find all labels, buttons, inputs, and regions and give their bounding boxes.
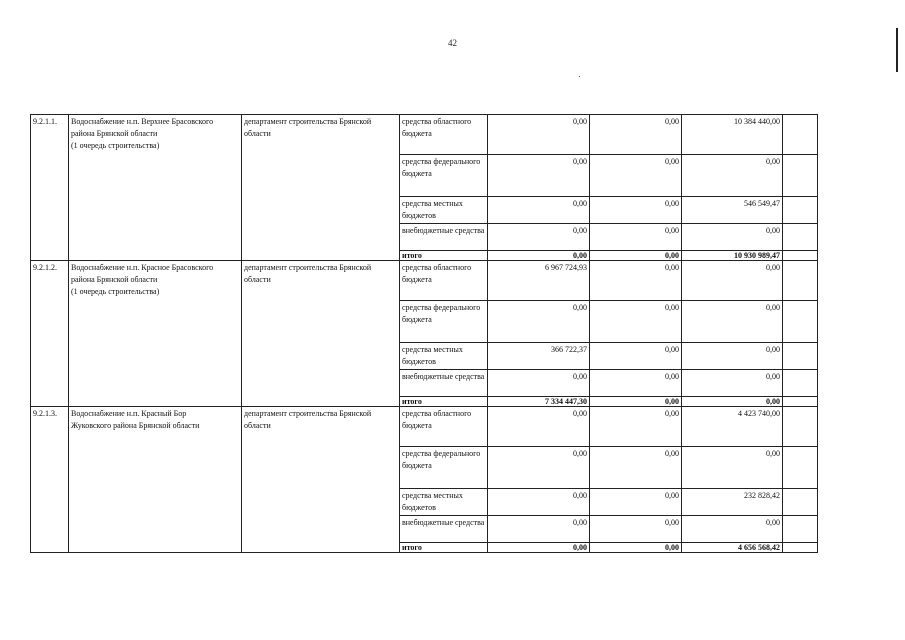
amount-year-3: 0,00 — [682, 301, 783, 343]
funding-source: средства областного бюджета — [400, 261, 488, 301]
amount-year-2: 0,00 — [590, 301, 682, 343]
funding-row — [31, 261, 818, 301]
funding-source: средства федерального бюджета — [400, 447, 488, 489]
amount-year-3: 0,00 — [682, 155, 783, 197]
funding-source: средства местных бюджетов — [400, 343, 488, 370]
amount-year-1: 0,00 — [488, 516, 590, 543]
amount-year-1: 0,00 — [488, 197, 590, 224]
amount-year-1: 0,00 — [488, 370, 590, 397]
empty-cell — [783, 261, 818, 301]
empty-cell — [783, 516, 818, 543]
empty-cell — [783, 115, 818, 155]
amount-year-3: 0,00 — [682, 516, 783, 543]
funding-source: средства областного бюджета — [400, 407, 488, 447]
amount-year-2: 0,00 — [590, 251, 682, 261]
empty-cell — [783, 343, 818, 370]
empty-cell — [783, 370, 818, 397]
amount-year-2: 0,00 — [590, 370, 682, 397]
project-name: Водоснабжение н.п. Красное Брасовского района Брянской области (1 очередь строительства) — [69, 261, 242, 407]
amount-year-3: 546 549,47 — [682, 197, 783, 224]
project-name: Водоснабжение н.п. Красный Бор Жуковского района Брянской области — [69, 407, 242, 553]
amount-year-2: 0,00 — [590, 407, 682, 447]
amount-year-3: 0,00 — [682, 343, 783, 370]
amount-year-2: 0,00 — [590, 447, 682, 489]
empty-cell — [783, 447, 818, 489]
amount-year-2: 0,00 — [590, 115, 682, 155]
amount-year-2: 0,00 — [590, 197, 682, 224]
empty-cell — [783, 397, 818, 407]
amount-year-1: 0,00 — [488, 447, 590, 489]
amount-year-2: 0,00 — [590, 543, 682, 553]
funding-source: внебюджетные средства — [400, 370, 488, 397]
amount-year-1: 0,00 — [488, 543, 590, 553]
funding-source: внебюджетные средства — [400, 224, 488, 251]
responsible-department: департамент строительства Брянской области — [242, 261, 400, 407]
budget-table — [30, 114, 818, 553]
scan-speck — [579, 76, 580, 77]
amount-year-2: 0,00 — [590, 489, 682, 516]
funding-source: средства федерального бюджета — [400, 301, 488, 343]
funding-source: средства местных бюджетов — [400, 197, 488, 224]
amount-year-3: 0,00 — [682, 397, 783, 407]
project-code: 9.2.1.1. — [31, 115, 69, 261]
amount-year-3: 232 828,42 — [682, 489, 783, 516]
amount-year-1: 0,00 — [488, 489, 590, 516]
funding-source: средства местных бюджетов — [400, 489, 488, 516]
empty-cell — [783, 407, 818, 447]
amount-year-1: 0,00 — [488, 301, 590, 343]
amount-year-2: 0,00 — [590, 516, 682, 543]
amount-year-1: 0,00 — [488, 224, 590, 251]
amount-year-3: 0,00 — [682, 370, 783, 397]
amount-year-2: 0,00 — [590, 343, 682, 370]
page-number: 42 — [448, 38, 457, 48]
empty-cell — [783, 543, 818, 553]
funding-source: итого — [400, 251, 488, 261]
amount-year-3: 0,00 — [682, 447, 783, 489]
responsible-department: департамент строительства Брянской области — [242, 115, 400, 261]
funding-source: итого — [400, 543, 488, 553]
amount-year-2: 0,00 — [590, 155, 682, 197]
project-name: Водоснабжение н.п. Верхнее Брасовского района Брянской области (1 очередь строительства) — [69, 115, 242, 261]
amount-year-2: 0,00 — [590, 261, 682, 301]
empty-cell — [783, 251, 818, 261]
amount-year-1: 0,00 — [488, 251, 590, 261]
amount-year-3: 0,00 — [682, 224, 783, 251]
amount-year-1: 6 967 724,93 — [488, 261, 590, 301]
empty-cell — [783, 155, 818, 197]
amount-year-1: 366 722,37 — [488, 343, 590, 370]
empty-cell — [783, 489, 818, 516]
funding-source: средства областного бюджета — [400, 115, 488, 155]
amount-year-2: 0,00 — [590, 224, 682, 251]
amount-year-1: 7 334 447,30 — [488, 397, 590, 407]
amount-year-3: 10 930 989,47 — [682, 251, 783, 261]
scan-edge-mark — [896, 28, 898, 72]
funding-row — [31, 407, 818, 447]
empty-cell — [783, 197, 818, 224]
responsible-department: департамент строительства Брянской области — [242, 407, 400, 553]
amount-year-2: 0,00 — [590, 397, 682, 407]
amount-year-3: 4 423 740,00 — [682, 407, 783, 447]
amount-year-1: 0,00 — [488, 407, 590, 447]
amount-year-3: 4 656 568,42 — [682, 543, 783, 553]
funding-source: итого — [400, 397, 488, 407]
amount-year-3: 0,00 — [682, 261, 783, 301]
amount-year-1: 0,00 — [488, 155, 590, 197]
amount-year-1: 0,00 — [488, 115, 590, 155]
project-code: 9.2.1.3. — [31, 407, 69, 553]
amount-year-3: 10 384 440,00 — [682, 115, 783, 155]
empty-cell — [783, 224, 818, 251]
funding-source: средства федерального бюджета — [400, 155, 488, 197]
funding-row — [31, 115, 818, 155]
project-code: 9.2.1.2. — [31, 261, 69, 407]
empty-cell — [783, 301, 818, 343]
funding-source: внебюджетные средства — [400, 516, 488, 543]
